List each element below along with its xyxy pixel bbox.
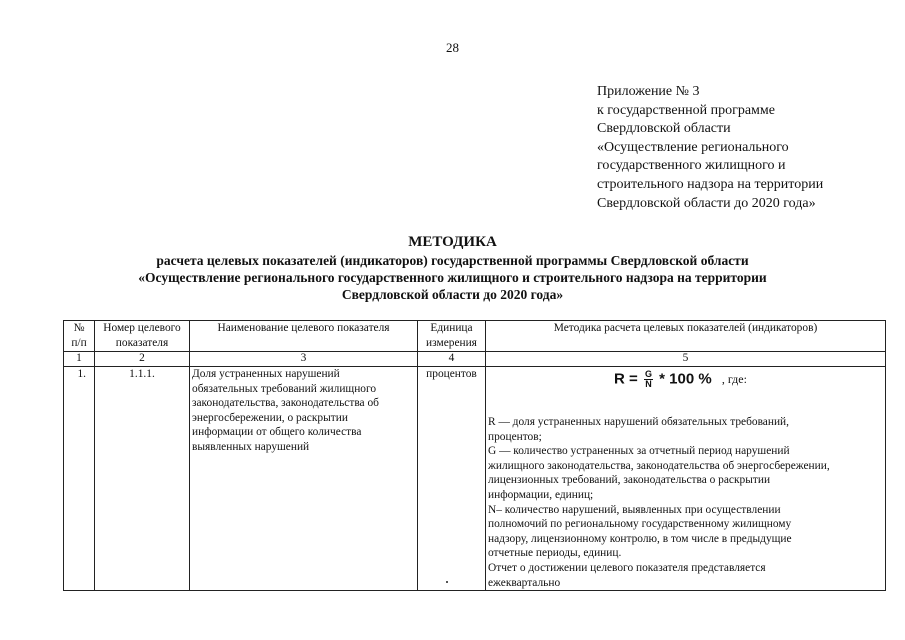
methodology-line: надзору, лицензионному контролю, в том числе в предыдущие [488,532,792,545]
column-number: 3 [190,352,418,367]
appendix-line: к государственной программе [597,102,775,118]
formula-fraction [644,370,653,389]
methodology-line: G — количество устраненных за отчетный период нарушений [488,445,790,458]
header-target-line: Номер целевого [103,322,181,334]
header-target-line: показателя [115,336,169,349]
column-number: 2 [95,352,190,367]
heading-subtitle-line: расчета целевых показателей (индикаторов) государственной программы Свердловской области [156,253,749,268]
header-num-line: № [73,322,85,334]
indicator-name-line: выявленных нарушений [192,440,310,453]
scan-dot [446,581,448,583]
header-name-text: Наименование целевого показателя [217,322,390,334]
column-number: 4 [418,352,486,367]
methodology-line: информации, единиц; [488,488,594,501]
column-number: 5 [486,352,886,367]
heading-title: МЕТОДИКА [408,234,497,250]
column-number-row [64,352,886,367]
header-indicator-name [190,321,418,352]
header-unit-line: измерения [426,336,477,349]
indicators-table [63,320,886,591]
header-num [64,321,95,352]
indicator-name-line: законодательства, законодательства об [192,397,379,410]
appendix-line: Свердловской области [597,121,731,137]
appendix-line: «Осуществление регионального [597,139,789,155]
indicator-name-line: информации от общего количества [192,426,362,439]
methodology-line: R — доля устраненных нарушений обязательных требований, [488,416,789,428]
header-target-number [95,321,190,352]
heading-subtitle-line: Свердловской области до 2020 года» [341,287,564,302]
heading-subtitle-line: «Осуществление регионального государственного жилищного и строительного надзора на территории [138,270,767,285]
formula-denominator: N [645,379,652,389]
methodology-line: Отчет о достижении целевого показателя представляется [488,561,766,574]
formula-lhs: R = [614,370,638,388]
document-heading [0,232,905,303]
appendix-line: Приложение № 3 [597,84,700,99]
header-methodology-text: Методика расчета целевых показателей (индикаторов) [553,322,818,334]
formula-rhs: * 100 % [659,370,712,388]
methodology-line: ежеквартально [488,576,561,589]
indicator-name-line: энергосбережении, о раскрытии [192,411,348,424]
calculation-formula [488,367,883,404]
table-row [64,367,886,591]
methodology-line: жилищного законодательства, законодательства об энергосбережении, [488,459,830,472]
formula-numerator: G [644,369,652,379]
indicator-name-line: обязательных требований жилищного [192,382,377,395]
formula-tail: , где: [721,372,747,387]
appendix-line: Свердловской области до 2020 года» [597,195,816,211]
methodology-line: полномочий по региональному государственному жилищному [488,518,792,531]
row-indicator-name [190,367,418,591]
table-header-row [64,321,886,352]
header-methodology [486,321,886,352]
row-target-number: 1.1.1. [95,367,190,591]
methodology-line: процентов; [488,430,542,443]
row-unit: процентов [418,367,486,591]
methodology-line: отчетные периоды, единиц. [488,547,622,560]
row-num: 1. [64,367,95,591]
header-num-line: п/п [71,336,87,349]
column-number: 1 [64,352,95,367]
row-methodology [486,367,886,591]
header-unit-line: Единица [430,322,473,334]
header-unit [418,321,486,352]
methodology-line: лицензионных требований, законодательства о раскрытии [488,474,771,487]
indicator-name-line: Доля устраненных нарушений [192,368,340,380]
appendix-line: государственного жилищного и [597,158,786,174]
appendix-caption [597,83,897,213]
methodology-line: N– количество нарушений, выявленных при осуществлении [488,503,781,516]
page-number: 28 [446,40,459,55]
appendix-line: строительного надзора на территории [597,176,824,192]
